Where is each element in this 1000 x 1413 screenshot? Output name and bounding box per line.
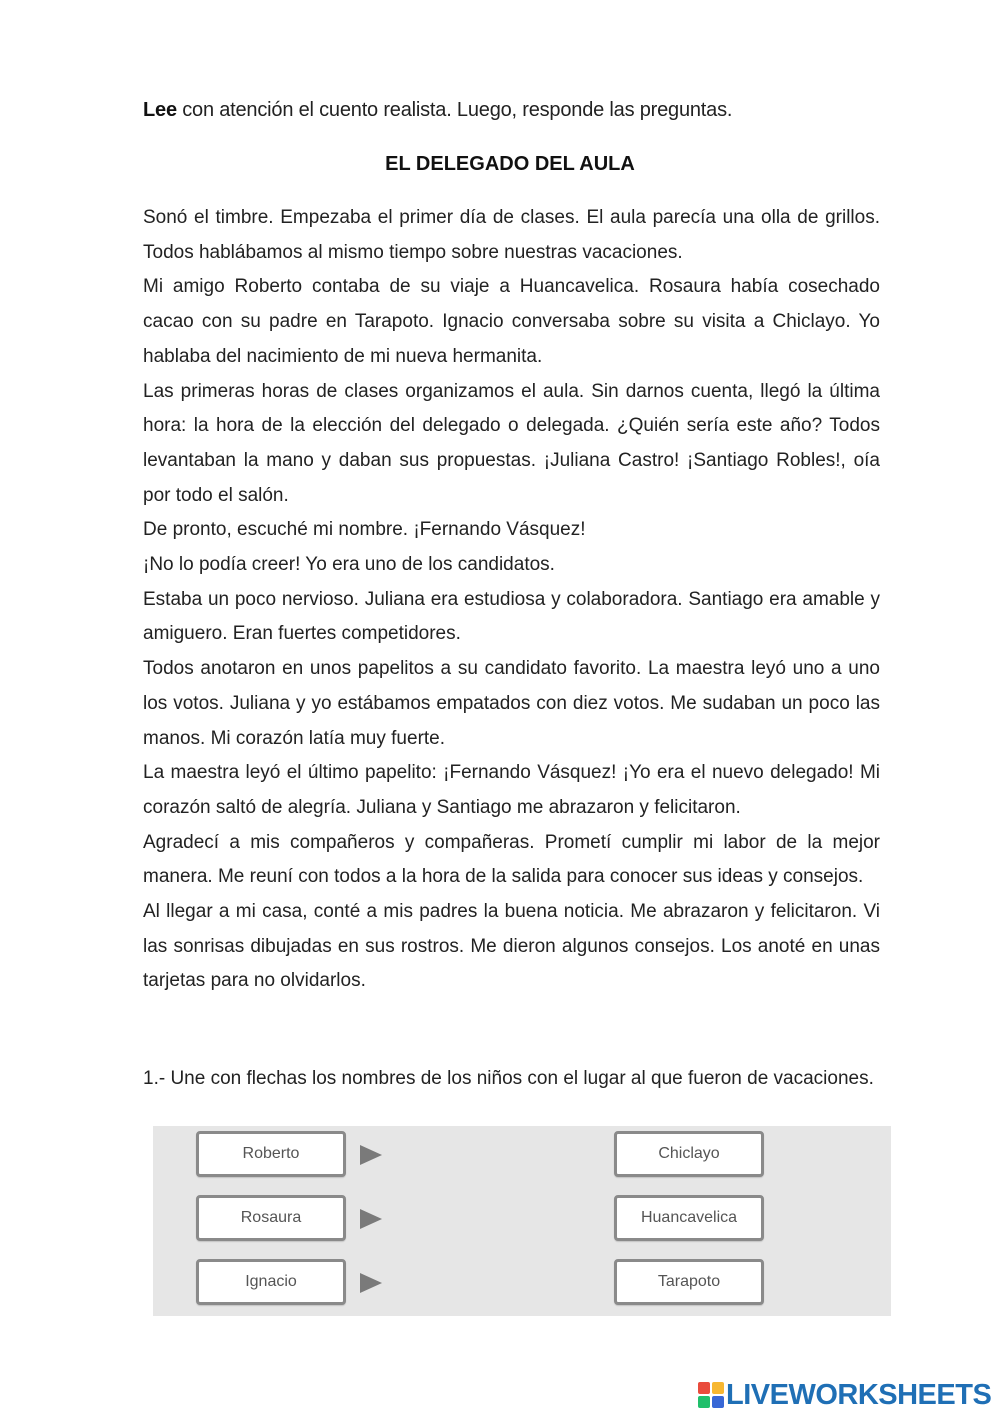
story-paragraph: La maestra leyó el último papelito: ¡Fernando Vásquez! ¡Yo era el nuevo delegado! Mi corazón saltó de alegría. Juliana y Santiago me abrazaron y felicitaron. [143,762,880,818]
arrow-right-icon[interactable] [360,1145,382,1165]
story-paragraph: Agradecí a mis compañeros y compañeras. Prometí cumplir mi labor de la mejor manera. Me reuní con todos a la hora de la salida para conocer sus ideas y consejos. [143,831,880,888]
story-body [143,201,880,999]
story-paragraph: Mi amigo Roberto contaba de su viaje a Huancavelica. Rosaura había cosechado cacao con su padre en Tarapoto. Ignacio conversaba sobre su visita a Chiclayo. Yo hablaba del nacimiento de mi nueva hermanita. [143,276,880,367]
arrow-right-icon[interactable] [360,1209,382,1229]
story-title: EL DELEGADO DEL AULA [385,153,635,175]
story-paragraph: Las primeras horas de clases organizamos el aula. Sin darnos cuenta, llegó la última hora: la hora de la elección del delegado o delegada. ¿Quién sería este año? Todos levantaban la mano y daban sus propuestas. ¡Juliana Castro! ¡Santiago Robles!, oía por todo el salón. [143,380,880,506]
match-right-chiclayo[interactable]: Chiclayo [614,1131,764,1177]
question-1-text: 1.- Une con flechas los nombres de los niños con el lugar al que fueron de vacaciones. [143,1068,874,1089]
instruction-text [143,96,732,124]
liveworksheets-mark-icon [698,1382,724,1408]
match-left-ignacio[interactable]: Ignacio [196,1259,346,1305]
arrow-right-icon[interactable] [360,1273,382,1293]
story-paragraph: Todos anotaron en unos papelitos a su candidato favorito. La maestra leyó uno a uno los votos. Juliana y yo estábamos empatados con diez votos. Me sudaban un poco las manos. Mi corazón latía muy fuerte. [143,658,880,749]
instruction-bold: Lee [143,99,177,121]
liveworksheets-logo-text: LIVEWORKSHEETS [726,1378,992,1411]
story-paragraph: Sonó el timbre. Empezaba el primer día de clases. El aula parecía una olla de grillos. Todos hablábamos al mismo tiempo sobre nuestras vacaciones. [143,207,880,263]
story-paragraph: Al llegar a mi casa, conté a mis padres la buena noticia. Me abrazaron y felicitaron. Vi las sonrisas dibujadas en sus rostros. Me dieron algunos consejos. Los anoté en unas tarjetas para no olvidarlos. [143,901,880,992]
match-right-tarapoto[interactable]: Tarapoto [614,1259,764,1305]
story-paragraph: ¡No lo podía creer! Yo era uno de los candidatos. [143,554,555,576]
instruction-rest: con atención el cuento realista. Luego, responde las preguntas. [176,99,733,121]
matching-exercise [153,1126,891,1316]
match-left-roberto[interactable]: Roberto [196,1131,346,1177]
story-paragraph: De pronto, escuché mi nombre. ¡Fernando Vásquez! [143,519,586,541]
match-left-rosaura[interactable]: Rosaura [196,1195,346,1241]
match-right-huancavelica[interactable]: Huancavelica [614,1195,764,1241]
story-paragraph: Estaba un poco nervioso. Juliana era estudiosa y colaboradora. Santiago era amable y amiguero. Eran fuertes competidores. [143,588,880,645]
liveworksheets-logo [698,1378,991,1412]
